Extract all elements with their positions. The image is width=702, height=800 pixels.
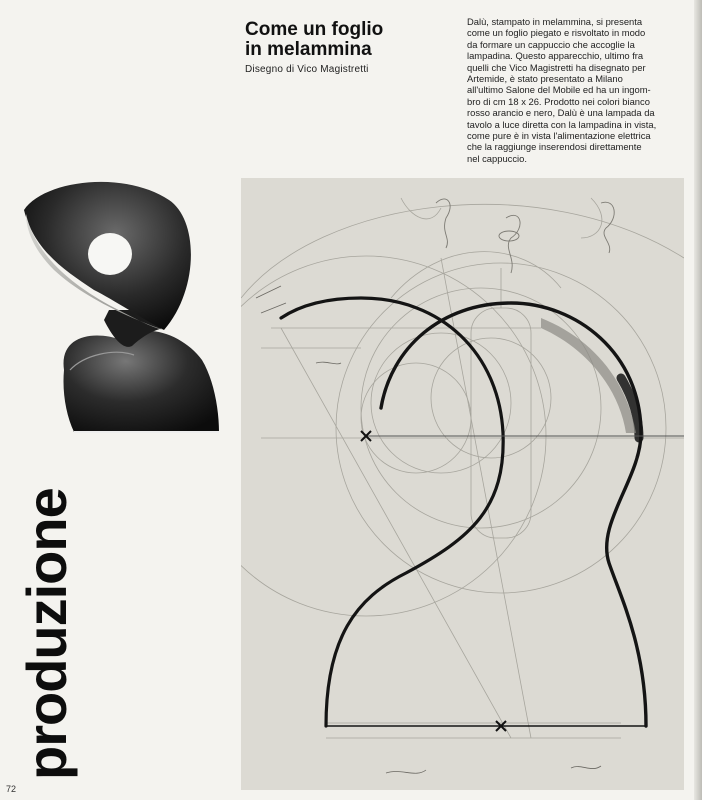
- body-line: tavolo a luce diretta con la lampadina in vista,: [467, 118, 657, 130]
- section-label: produzione: [15, 488, 78, 780]
- article-body: [467, 16, 682, 164]
- title-line-1: Come un foglio: [245, 19, 384, 40]
- article-subtitle: Disegno di Vico Magistretti: [245, 64, 369, 75]
- body-line: come un foglio piegato e risvoltato in modo: [467, 27, 646, 39]
- page-number: 72: [6, 784, 17, 794]
- title-line-2: in melammina: [245, 39, 372, 60]
- body-line: da formare un cappuccio che accoglie la: [467, 38, 635, 50]
- body-line: bro di cm 18 x 26. Prodotto nei colori bianco: [467, 95, 650, 107]
- page-edge: [694, 0, 702, 800]
- body-line: quelli che Vico Magistretti ha disegnato per: [467, 61, 646, 73]
- body-line: lampadina. Questo apparecchio, ultimo fra: [467, 50, 644, 62]
- body-line: Dalù, stampato in melammina, si presenta: [467, 16, 643, 27]
- body-line: come pure è in vista l'alimentazione elettrica: [467, 130, 651, 142]
- body-line: rosso arancio e nero, Dalù è una lampada da: [467, 107, 655, 119]
- body-line: che la raggiunge inserendosi direttamente: [467, 141, 642, 153]
- body-line: nel cappuccio.: [467, 152, 527, 164]
- body-line: Artemide, è stato presentato a Milano: [467, 73, 623, 85]
- lamp-photo: [14, 170, 236, 450]
- body-line: all'ultimo Salone del Mobile ed ha un ingom-: [467, 84, 651, 96]
- technical-drawing: [241, 178, 684, 790]
- article-title: [245, 20, 445, 60]
